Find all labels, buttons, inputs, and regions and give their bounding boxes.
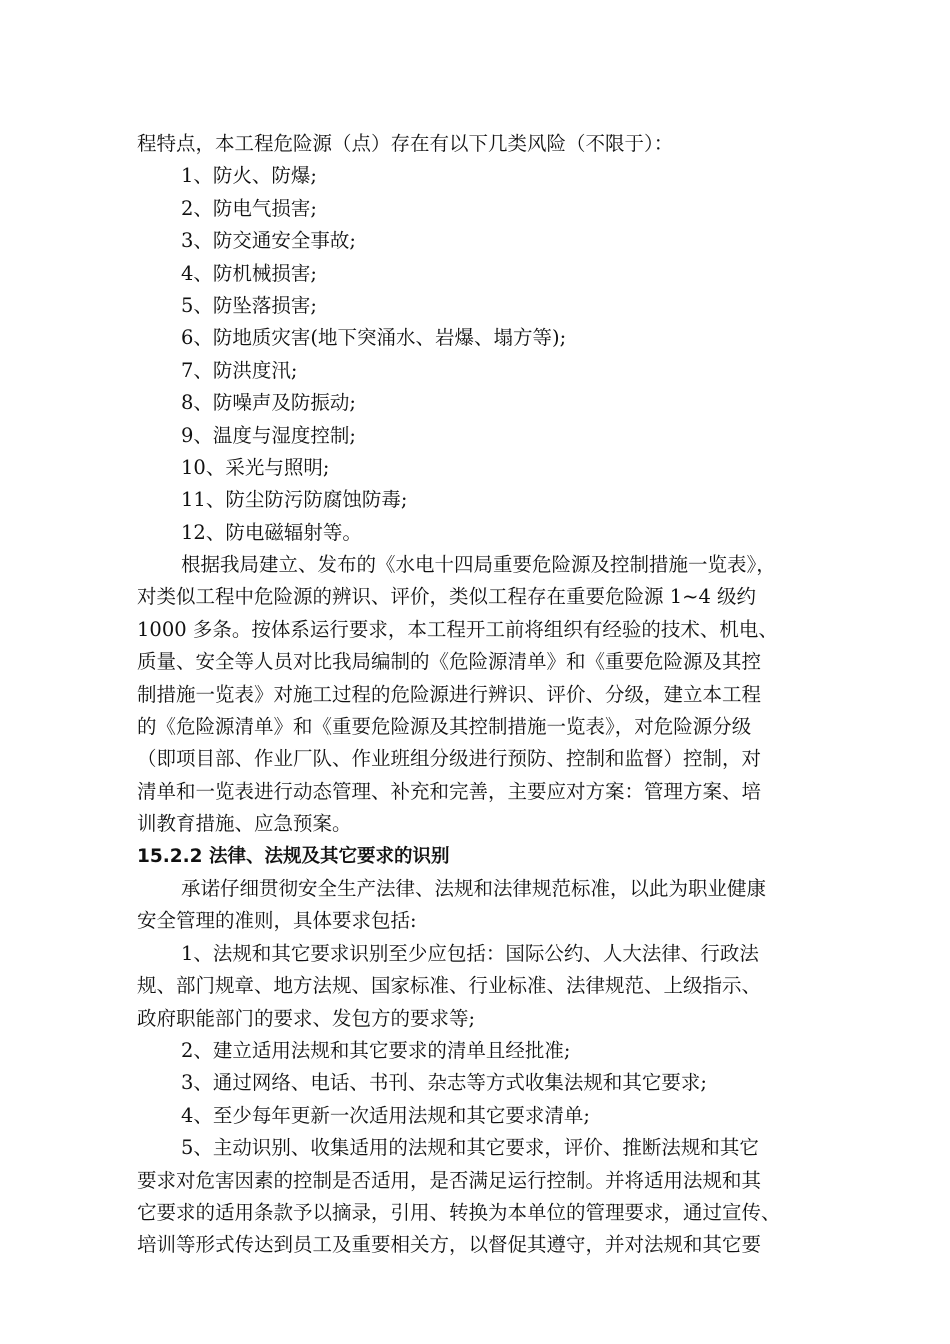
paragraph-line: 1000 多条。按体系运行要求，本工程开工前将组织有经验的技术、机电、 bbox=[137, 617, 778, 641]
risk-item: 9、温度与湿度控制; bbox=[181, 423, 356, 447]
risk-item: 3、防交通安全事故; bbox=[181, 229, 356, 253]
requirement-item-2: 2、建立适用法规和其它要求的清单且经批准; bbox=[181, 1038, 571, 1062]
requirement-item-1 bbox=[137, 938, 865, 1035]
risk-item: 8、防噪声及防振动; bbox=[181, 391, 356, 415]
risk-item: 5、防坠落损害; bbox=[181, 293, 317, 317]
paragraph-line: 质量、安全等人员对比我局编制的《危险源清单》和《重要危险源及其控 bbox=[137, 650, 762, 674]
risk-item: 11、防尘防污防腐蚀防毒; bbox=[181, 488, 408, 512]
paragraph-line: 训教育措施、应急预案。 bbox=[137, 812, 352, 836]
risk-item: 1、防火、防爆; bbox=[181, 164, 317, 188]
paragraph-line: 它要求的适用条款予以摘录，引用、转换为本单位的管理要求，通过宣传、 bbox=[137, 1200, 781, 1224]
risk-item: 10、采光与照明; bbox=[181, 455, 330, 479]
requirement-item-5 bbox=[137, 1132, 865, 1262]
document-page bbox=[137, 128, 865, 1262]
risk-list bbox=[137, 160, 865, 549]
paragraph-line: 清单和一览表进行动态管理、补充和完善，主要应对方案：管理方案、培 bbox=[137, 779, 762, 803]
paragraph-line: 对类似工程中危险源的辨识、评价，类似工程存在重要危险源 1~4 级约 bbox=[137, 585, 757, 609]
paragraph-line: 5、主动识别、收集适用的法规和其它要求，评价、推断法规和其它 bbox=[181, 1136, 759, 1160]
paragraph-line: 1、法规和其它要求识别至少应包括：国际公约、人大法律、行政法 bbox=[181, 941, 759, 965]
paragraph-line: 安全管理的准则，具体要求包括: bbox=[137, 909, 417, 933]
risk-item: 4、防机械损害; bbox=[181, 261, 317, 285]
paragraph-line: 培训等形式传达到员工及重要相关方，以督促其遵守，并对法规和其它要 bbox=[137, 1233, 762, 1257]
risk-item: 6、防地质灾害(地下突涌水、岩爆、塌方等); bbox=[181, 326, 567, 350]
hazard-paragraph bbox=[137, 549, 865, 841]
paragraph-line: 根据我局建立、发布的《水电十四局重要危险源及控制措施一览表》， bbox=[181, 553, 776, 577]
paragraph-line: 承诺仔细贯彻安全生产法律、法规和法律规范标准，以此为职业健康 bbox=[181, 876, 767, 900]
paragraph-line: （即项目部、作业厂队、作业班组分级进行预防、控制和监督）控制，对 bbox=[137, 747, 762, 771]
commitment-paragraph bbox=[137, 873, 865, 938]
risk-item: 2、防电气损害; bbox=[181, 196, 317, 220]
paragraph-line: 要求对危害因素的控制是否适用，是否满足运行控制。并将适用法规和其 bbox=[137, 1168, 762, 1192]
paragraph-line: 的《危险源清单》和《重要危险源及其控制措施一览表》，对危险源分级 bbox=[137, 715, 752, 739]
risk-item: 12、防电磁辐射等。 bbox=[181, 520, 362, 544]
paragraph-line: 规、部门规章、地方法规、国家标准、行业标准、法律规范、上级指示、 bbox=[137, 974, 762, 998]
paragraph-line: 政府职能部门的要求、发包方的要求等; bbox=[137, 1006, 476, 1030]
requirement-item-3: 3、通过网络、电话、书刊、杂志等方式收集法规和其它要求; bbox=[181, 1071, 707, 1095]
section-heading: 15.2.2 法律、法规及其它要求的识别 bbox=[137, 845, 450, 867]
requirement-item-4: 4、至少每年更新一次适用法规和其它要求清单; bbox=[181, 1103, 590, 1127]
intro-line: 程特点，本工程危险源（点）存在有以下几类风险（不限于）： bbox=[137, 132, 674, 155]
risk-item: 7、防洪度汛; bbox=[181, 358, 298, 382]
paragraph-line: 制措施一览表》对施工过程的危险源进行辨识、评价、分级，建立本工程 bbox=[137, 682, 762, 706]
